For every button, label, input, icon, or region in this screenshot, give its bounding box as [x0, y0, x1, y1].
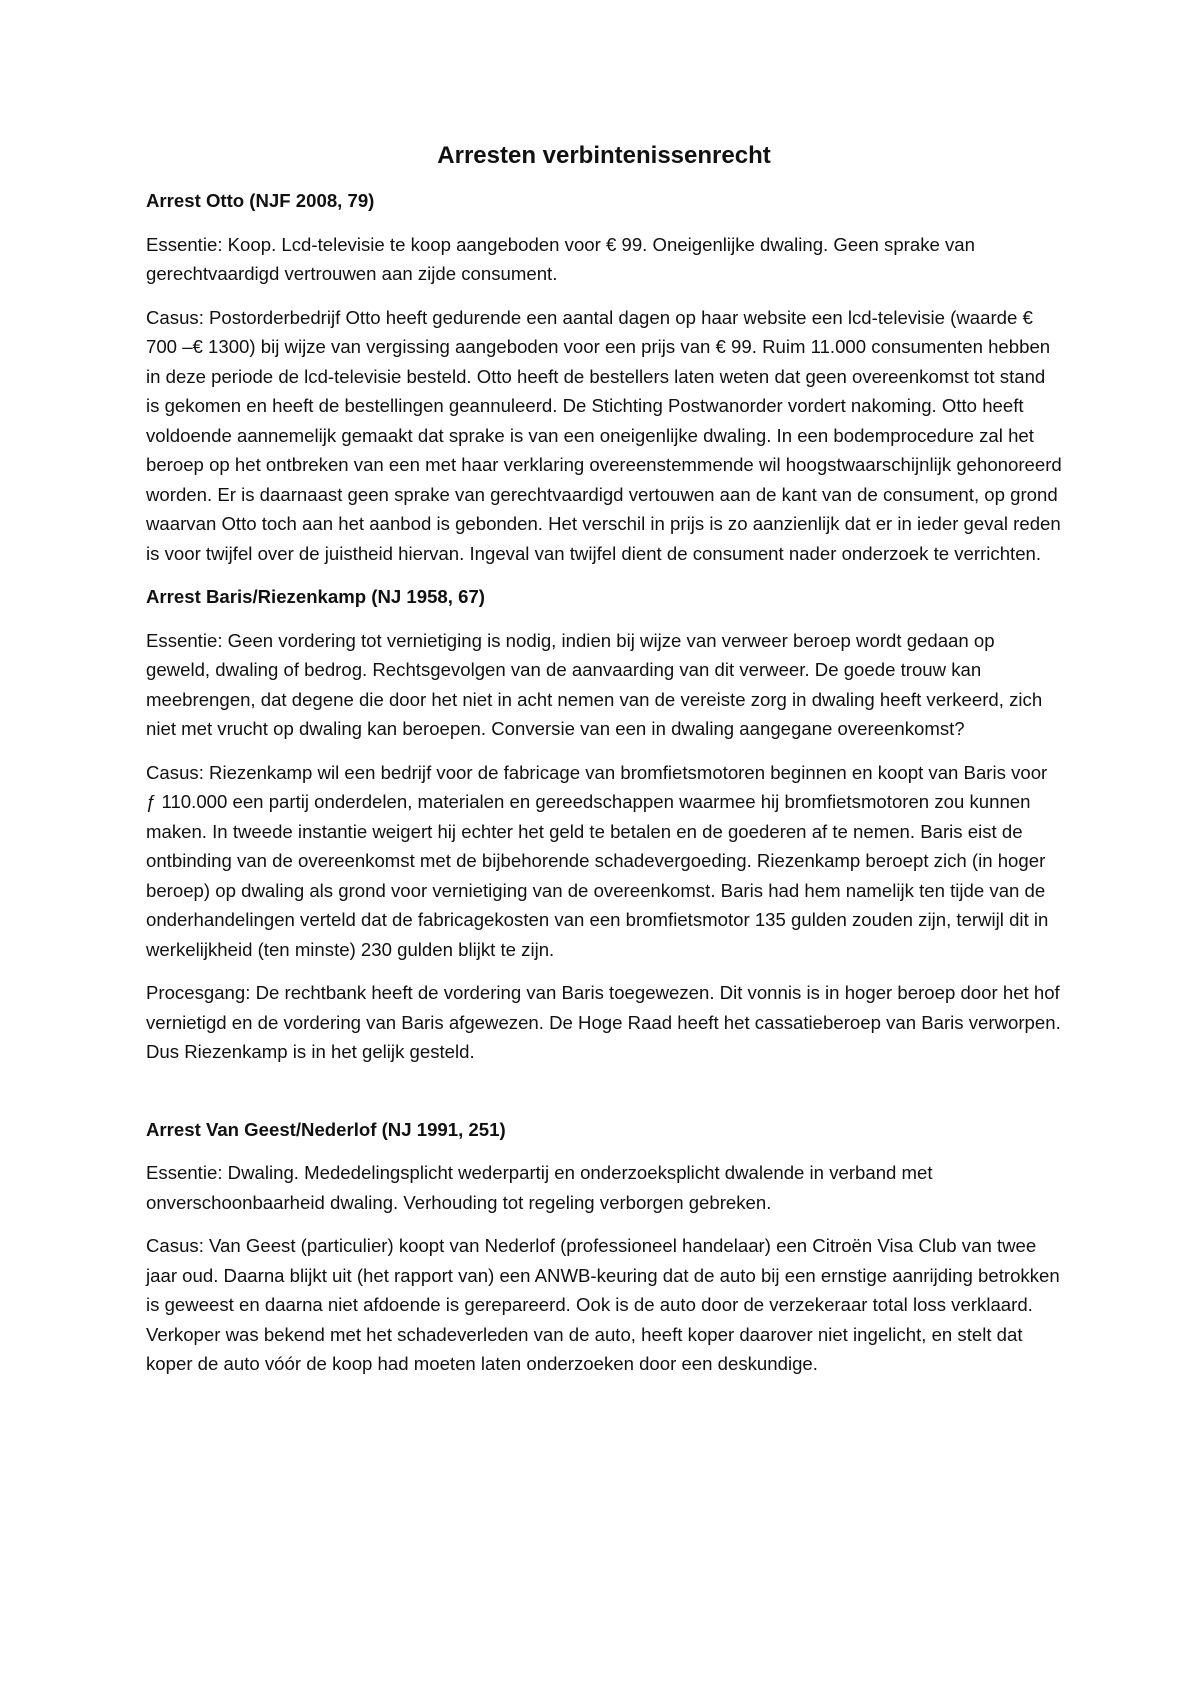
case-heading: Arrest Otto (NJF 2008, 79) — [146, 190, 375, 211]
casus-paragraph: Casus: Riezenkamp wil een bedrijf voor de fabricage van bromfietsmotoren beginnen en koopt van Baris voor ƒ 110.000 een partij onderdelen, materialen en gereedschappen waarmee hij bromfietsmotoren zou kunnen maken. In tweede instantie weigert hij echter het geld te betalen en de goederen af te nemen. Baris eist de ontbinding van de overeenkomst met de bijbehorende schadevergoeding. Riezenkamp beroept zich (in hoger beroep) op dwaling als grond voor vernietiging van de overeenkomst. Baris had hem namelijk ten tijde van de onderhandelingen verteld dat de fabricagekosten van een bromfietsmotor 135 gulden zouden zijn, terwijl dit in werkelijkheid (ten minste) 230 gulden blijkt te zijn. — [146, 761, 1049, 960]
procesgang-paragraph: Procesgang: De rechtbank heeft de vordering van Baris toegewezen. Dit vonnis is in hoger beroep door het hof vernietigd en de vordering van Baris afgewezen. De Hoge Raad heeft het cassatieberoep van Baris verworpen. Dus Riezenkamp is in het gelijk gesteld. — [146, 982, 1061, 1062]
casus-paragraph: Casus: Van Geest (particulier) koopt van Nederlof (professioneel handelaar) een Citroën Visa Club van twee jaar oud. Daarna blijkt uit (het rapport van) een ANWB-keuring dat de auto bij een ernstige aanrijding betrokken is geweest en daarna niet afdoende is gerepareerd. Ook is de auto door de verzekeraar total loss verklaard. Verkoper was bekend met het schadeverleden van de auto, heeft koper daarover niet ingelicht, en stelt dat koper de auto vóór de koop had moeten laten onderzoeken door een deskundige. — [146, 1235, 1060, 1374]
case-section-baris-riezenkamp — [146, 582, 1062, 1067]
document-title: Arresten verbintenissenrecht — [437, 142, 771, 169]
case-section-otto — [146, 186, 1062, 568]
casus-paragraph: Casus: Postorderbedrijf Otto heeft gedurende een aantal dagen op haar website een lcd-televisie (waarde € 700 –€ 1300) bij wijze van vergissing aangeboden voor een prijs van € 99. Ruim 11.000 consumenten hebben in deze periode de lcd-televisie besteld. Otto heeft de bestellers laten weten dat geen overeenkomst tot stand is gekomen en heeft de bestellingen geannuleerd. De Stichting Postwanorder vordert nakoming. Otto heeft voldoende aannemelijk gemaakt dat sprake is van een oneigenlijke dwaling. In een bodemprocedure zal het beroep op het ontbreken van een met haar verklaring overeenstemmende wil hoogstwaarschijnlijk gehonoreerd worden. Er is daarnaast geen sprake van gerechtvaardigd vertouwen aan de kant van de consument, op grond waarvan Otto toch aan het aanbod is gebonden. Het verschil in prijs is zo aanzienlijk dat er in ieder geval reden is voor twijfel over de juistheid hiervan. Ingeval van twijfel dient de consument nader onderzoek te verrichten. — [146, 306, 1062, 564]
case-heading: Arrest Van Geest/Nederlof (NJ 1991, 251) — [146, 1118, 506, 1140]
essentie-paragraph: Essentie: Koop. Lcd-televisie te koop aangeboden voor € 99. Oneigenlijke dwaling. Geen sprake van gerechtvaardigd vertrouwen aan zijde consument. — [146, 233, 975, 284]
essentie-paragraph: Essentie: Dwaling. Mededelingsplicht wederpartij en onderzoeksplicht dwalende in verband met onverschoonbaarheid dwaling. Verhouding tot regeling verborgen gebreken. — [146, 1162, 933, 1213]
document-page — [146, 140, 1062, 1393]
essentie-paragraph: Essentie: Geen vordering tot vernietiging is nodig, indien bij wijze van verweer beroep wordt gedaan op geweld, dwaling of bedrog. Rechtsgevolgen van de aanvaarding van dit verweer. De goede trouw kan meebrengen, dat degene die door het niet in acht nemen van de vereiste zorg in dwaling heeft verkeerd, zich niet met vrucht op dwaling kan beroepen. Conversie van een in dwaling aangegane overeenkomst? — [146, 629, 1043, 739]
case-section-van-geest-nederlof — [146, 1115, 1062, 1379]
case-heading: Arrest Baris/Riezenkamp (NJ 1958, 67) — [146, 586, 485, 607]
